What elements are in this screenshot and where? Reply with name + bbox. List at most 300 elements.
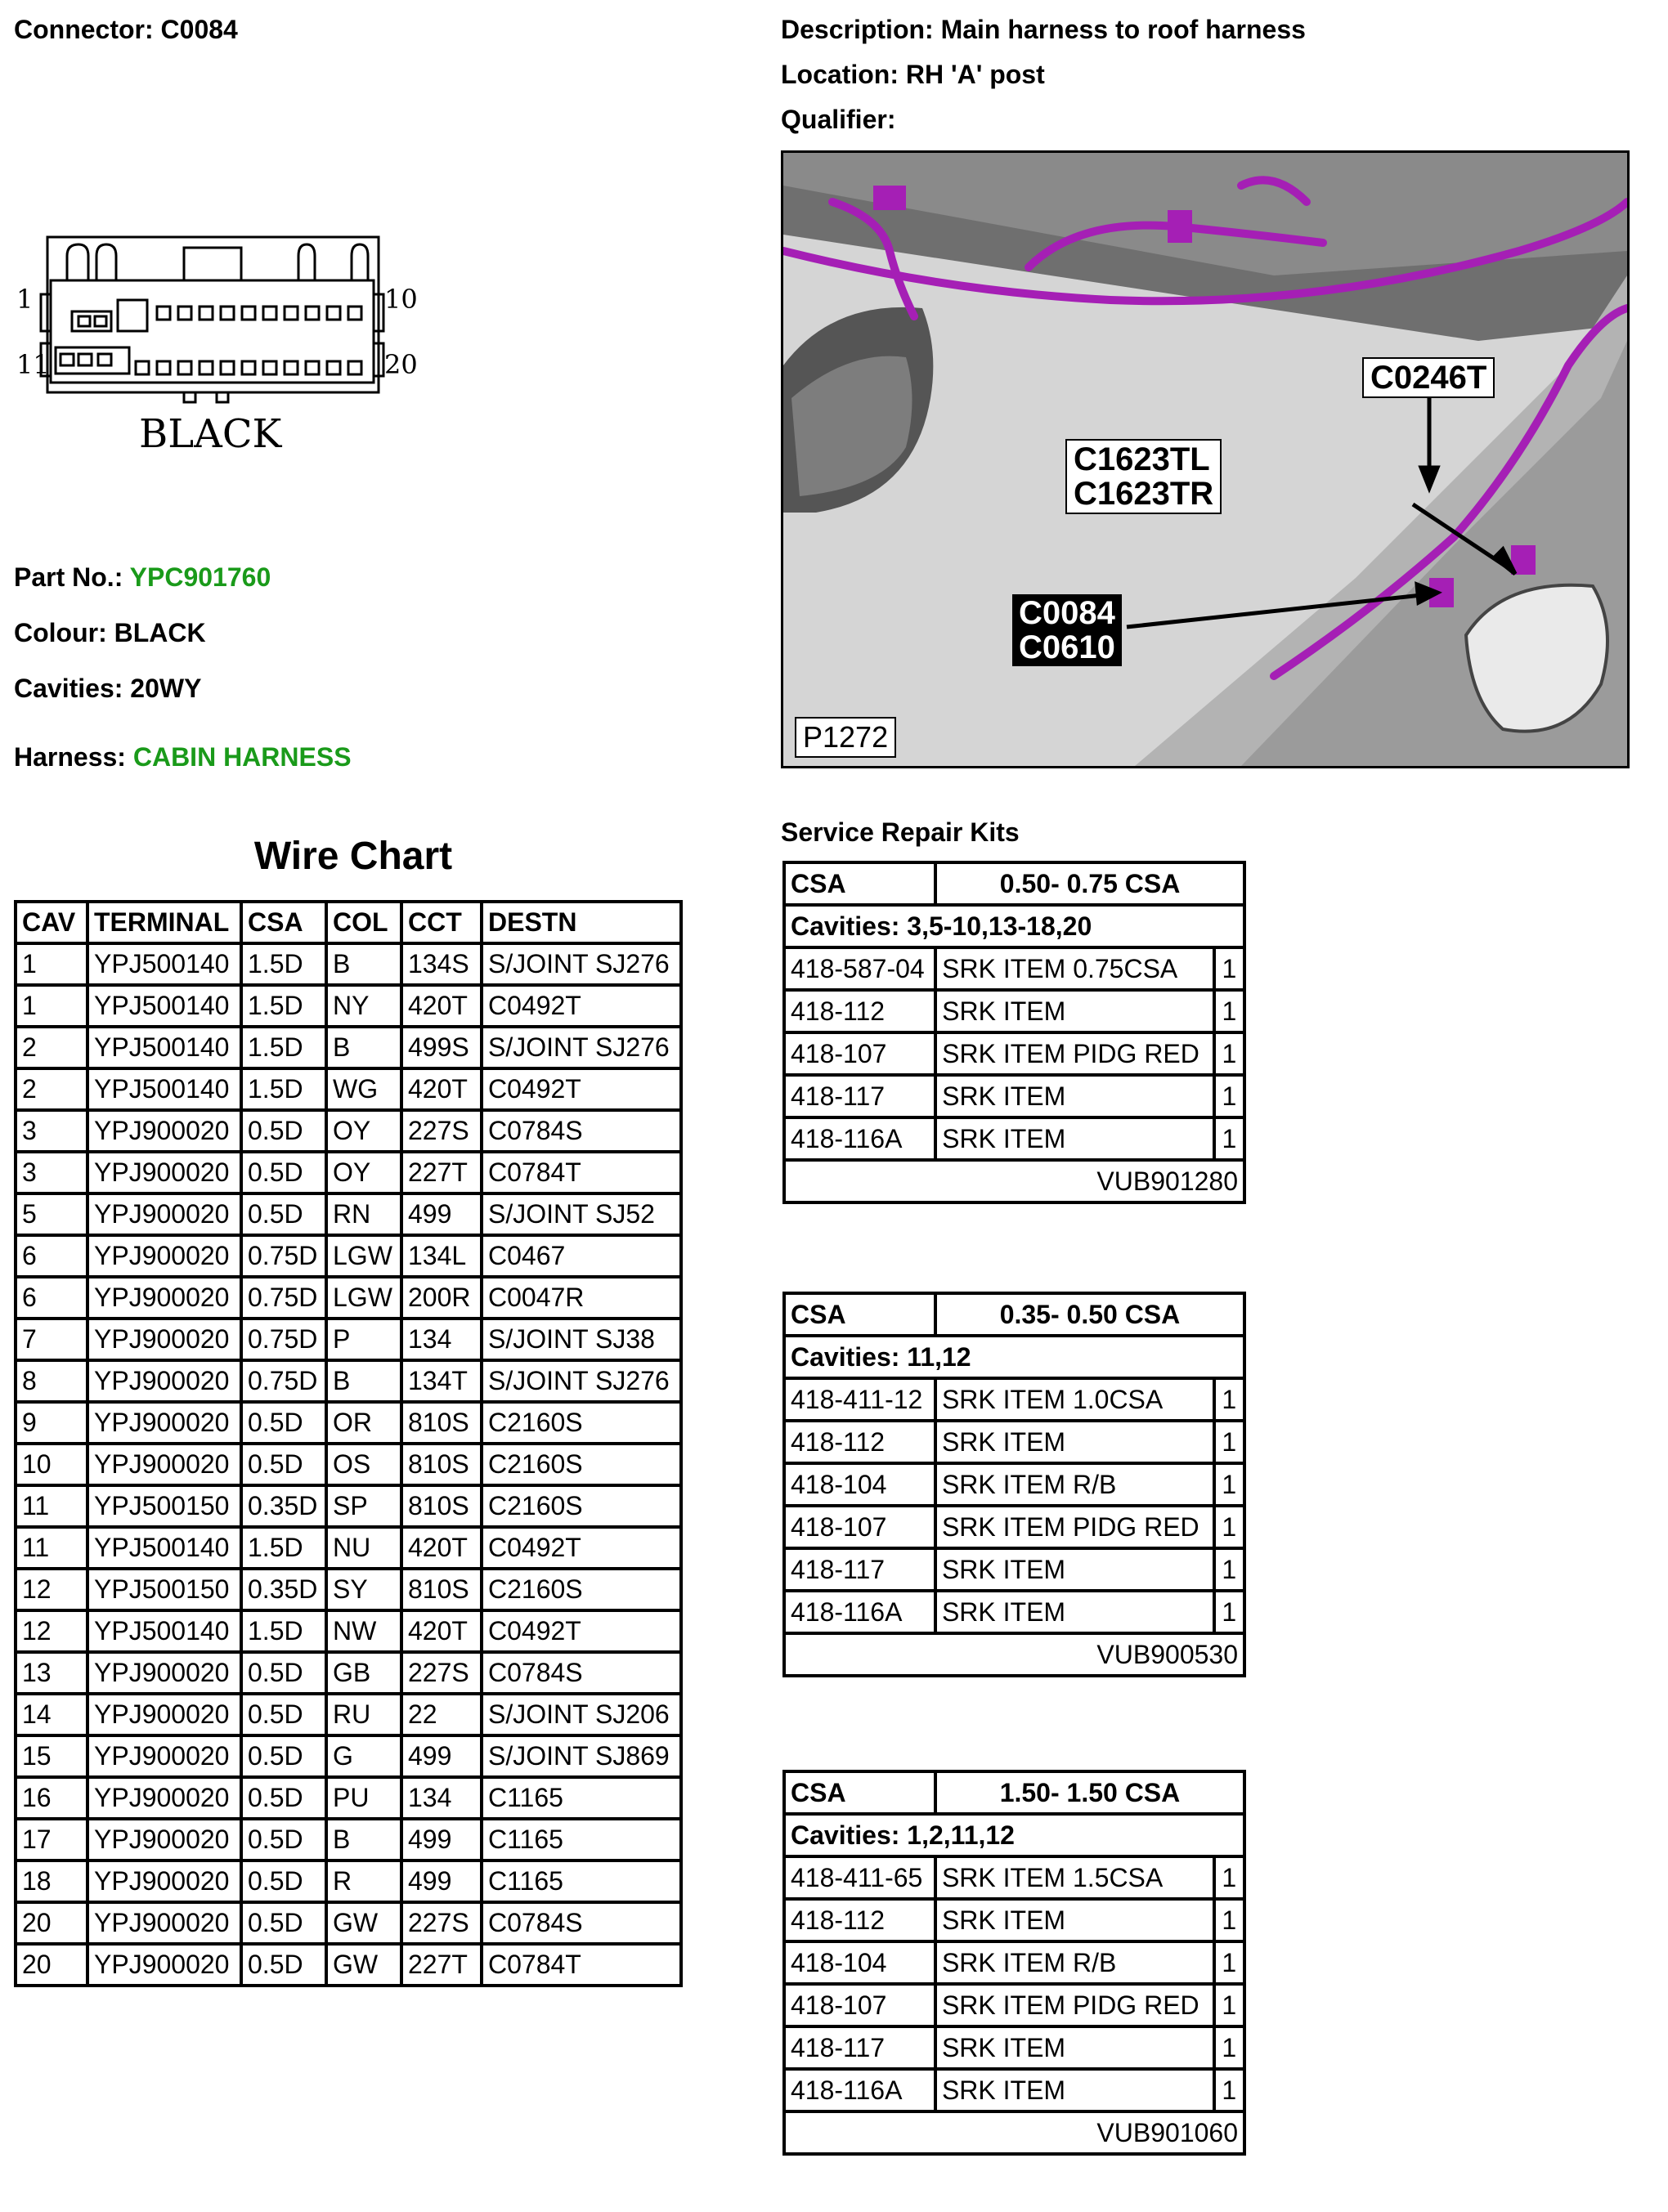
col-cell: SP <box>326 1485 401 1527</box>
kit-part-number: 418-116A <box>784 1591 935 1633</box>
terminal-cell: YPJ900020 <box>87 1444 241 1485</box>
destn-cell: S/JOINT SJ38 <box>482 1319 681 1360</box>
kit-description: SRK ITEM <box>935 2026 1214 2069</box>
csa-cell: 0.5D <box>241 1694 326 1735</box>
table-row <box>16 1444 681 1485</box>
terminal-cell: YPJ900020 <box>87 1110 241 1152</box>
harness-link[interactable]: CABIN HARNESS <box>132 742 352 772</box>
cct-cell: 227T <box>401 1152 482 1193</box>
cav-cell: 11 <box>16 1485 87 1527</box>
kit-part-number: 418-107 <box>784 1032 935 1075</box>
cav-cell: 12 <box>16 1610 87 1652</box>
header-destn: DESTN <box>482 902 681 943</box>
terminal-cell: YPJ500140 <box>87 943 241 985</box>
cav-cell: 10 <box>16 1444 87 1485</box>
col-cell: RU <box>326 1694 401 1735</box>
cav-cell: 5 <box>16 1193 87 1235</box>
cav-cell: 1 <box>16 943 87 985</box>
kit-quantity: 1 <box>1214 947 1244 990</box>
kit-csa-label: CSA <box>784 1293 935 1336</box>
destn-cell: S/JOINT SJ52 <box>482 1193 681 1235</box>
csa-cell: 0.5D <box>241 1652 326 1694</box>
terminal-cell: YPJ500140 <box>87 1027 241 1068</box>
cav-cell: 7 <box>16 1319 87 1360</box>
table-row <box>16 1819 681 1860</box>
kit-csa-row <box>784 862 1244 905</box>
callout-c1623tl: C1623TL <box>1074 441 1210 477</box>
kit-quantity: 1 <box>1214 1117 1244 1160</box>
terminal-cell: YPJ900020 <box>87 1735 241 1777</box>
kit-description: SRK ITEM R/B <box>935 1463 1214 1506</box>
terminal-cell: YPJ900020 <box>87 1235 241 1277</box>
kit-item-row <box>784 1117 1244 1160</box>
destn-cell: C0047R <box>482 1277 681 1319</box>
kit-part-number: 418-112 <box>784 1899 935 1941</box>
kit-item-row <box>784 1591 1244 1633</box>
table-row <box>16 1235 681 1277</box>
kit-item-row <box>784 1941 1244 1984</box>
pin-20-label: 20 <box>384 349 418 380</box>
kit-csa-row <box>784 1293 1244 1336</box>
kit-quantity: 1 <box>1214 2026 1244 2069</box>
connector-face-diagram <box>16 233 442 470</box>
kit-part-number: 418-411-65 <box>784 1856 935 1899</box>
cct-cell: 227S <box>401 1110 482 1152</box>
destn-cell: C0492T <box>482 985 681 1027</box>
kit-number-row <box>784 1633 1244 1676</box>
kit-description: SRK ITEM PIDG RED <box>935 1506 1214 1548</box>
kit-quantity: 1 <box>1214 990 1244 1032</box>
kit-item-row <box>784 1856 1244 1899</box>
kit-item-row <box>784 1506 1244 1548</box>
kit-description: SRK ITEM R/B <box>935 1941 1214 1984</box>
kit-csa-label: CSA <box>784 1771 935 1814</box>
qualifier-label: Qualifier: <box>781 105 896 134</box>
destn-cell: C0784S <box>482 1902 681 1944</box>
kit-csa-range: 1.50- 1.50 CSA <box>935 1771 1244 1814</box>
destn-cell: C1165 <box>482 1819 681 1860</box>
wire-chart-title: Wire Chart <box>253 835 453 878</box>
harness-line <box>14 742 352 772</box>
col-cell: SY <box>326 1569 401 1610</box>
table-row <box>16 1485 681 1527</box>
terminal-cell: YPJ500150 <box>87 1569 241 1610</box>
destn-cell: C0492T <box>482 1068 681 1110</box>
callout-c1623tl-tr <box>1065 439 1222 514</box>
cct-cell: 810S <box>401 1402 482 1444</box>
kit-part-number: 418-112 <box>784 1421 935 1463</box>
col-cell: LGW <box>326 1277 401 1319</box>
cav-cell: 11 <box>16 1527 87 1569</box>
csa-cell: 1.5D <box>241 1027 326 1068</box>
repair-kit-table <box>782 1292 1246 1677</box>
cct-cell: 227S <box>401 1902 482 1944</box>
table-row <box>16 943 681 985</box>
kit-number: VUB901060 <box>784 2111 1244 2154</box>
destn-cell: C2160S <box>482 1402 681 1444</box>
terminal-cell: YPJ900020 <box>87 1902 241 1944</box>
cct-cell: 227S <box>401 1652 482 1694</box>
kit-number-row <box>784 1160 1244 1202</box>
cct-cell: 134S <box>401 943 482 985</box>
destn-cell: C0784T <box>482 1152 681 1193</box>
cct-cell: 134 <box>401 1319 482 1360</box>
destn-cell: C0492T <box>482 1527 681 1569</box>
terminal-cell: YPJ900020 <box>87 1277 241 1319</box>
kit-cavities-row <box>784 905 1244 947</box>
destn-cell: C1165 <box>482 1777 681 1819</box>
callout-c1623tr: C1623TR <box>1074 476 1214 512</box>
col-cell: B <box>326 943 401 985</box>
table-row <box>16 1527 681 1569</box>
kit-item-row <box>784 2026 1244 2069</box>
kit-csa-range: 0.50- 0.75 CSA <box>935 862 1244 905</box>
pin-1-label: 1 <box>16 284 34 315</box>
kit-number-row <box>784 2111 1244 2154</box>
terminal-cell: YPJ900020 <box>87 1944 241 1986</box>
kit-description: SRK ITEM <box>935 990 1214 1032</box>
kit-cavities: Cavities: 1,2,11,12 <box>784 1814 1244 1856</box>
connector-colour-text: BLACK <box>139 411 282 457</box>
kit-cavities-row <box>784 1336 1244 1378</box>
location-photo <box>781 150 1630 768</box>
cav-cell: 13 <box>16 1652 87 1694</box>
col-cell: OY <box>326 1152 401 1193</box>
cav-cell: 16 <box>16 1777 87 1819</box>
cct-cell: 420T <box>401 1068 482 1110</box>
col-cell: G <box>326 1735 401 1777</box>
cav-cell: 3 <box>16 1152 87 1193</box>
kit-part-number: 418-116A <box>784 2069 935 2111</box>
col-cell: RN <box>326 1193 401 1235</box>
kit-quantity: 1 <box>1214 1984 1244 2026</box>
table-row <box>16 1652 681 1694</box>
cct-cell: 22 <box>401 1694 482 1735</box>
kit-quantity: 1 <box>1214 1941 1244 1984</box>
cav-cell: 20 <box>16 1944 87 1986</box>
kit-number: VUB900530 <box>784 1633 1244 1676</box>
destn-cell: S/JOINT SJ206 <box>482 1694 681 1735</box>
kit-part-number: 418-116A <box>784 1117 935 1160</box>
kit-quantity: 1 <box>1214 1378 1244 1421</box>
terminal-cell: YPJ900020 <box>87 1694 241 1735</box>
kit-quantity: 1 <box>1214 1899 1244 1941</box>
kit-quantity: 1 <box>1214 1856 1244 1899</box>
kit-quantity: 1 <box>1214 1548 1244 1591</box>
csa-cell: 0.5D <box>241 1735 326 1777</box>
col-cell: OR <box>326 1402 401 1444</box>
kit-quantity: 1 <box>1214 2069 1244 2111</box>
csa-cell: 0.5D <box>241 1944 326 1986</box>
callout-c0246t: C0246T <box>1362 357 1495 398</box>
kit-part-number: 418-107 <box>784 1984 935 2026</box>
col-cell: GW <box>326 1902 401 1944</box>
terminal-cell: YPJ500140 <box>87 1068 241 1110</box>
wire-chart-table <box>14 900 683 1987</box>
cav-cell: 15 <box>16 1735 87 1777</box>
cavities-value: 20WY <box>130 674 202 703</box>
cct-cell: 810S <box>401 1444 482 1485</box>
col-cell: PU <box>326 1777 401 1819</box>
kit-part-number: 418-117 <box>784 2026 935 2069</box>
callout-c0084-c0610 <box>1012 594 1122 666</box>
csa-cell: 0.5D <box>241 1902 326 1944</box>
csa-cell: 0.35D <box>241 1485 326 1527</box>
description-value: Main harness to roof harness <box>940 15 1306 44</box>
callout-c0084: C0084 <box>1019 595 1115 631</box>
csa-cell: 1.5D <box>241 943 326 985</box>
kit-part-number: 418-117 <box>784 1075 935 1117</box>
kit-part-number: 418-104 <box>784 1463 935 1506</box>
table-row <box>16 1694 681 1735</box>
kit-description: SRK ITEM <box>935 2069 1214 2111</box>
terminal-cell: YPJ500150 <box>87 1485 241 1527</box>
terminal-cell: YPJ900020 <box>87 1319 241 1360</box>
kit-part-number: 418-117 <box>784 1548 935 1591</box>
kit-description: SRK ITEM PIDG RED <box>935 1032 1214 1075</box>
kit-part-number: 418-411-12 <box>784 1378 935 1421</box>
kit-item-row <box>784 1378 1244 1421</box>
kit-quantity: 1 <box>1214 1032 1244 1075</box>
terminal-cell: YPJ500140 <box>87 985 241 1027</box>
table-row <box>16 1027 681 1068</box>
kit-csa-label: CSA <box>784 862 935 905</box>
kit-item-row <box>784 1899 1244 1941</box>
csa-cell: 0.5D <box>241 1193 326 1235</box>
kit-item-row <box>784 1032 1244 1075</box>
destn-cell: C1165 <box>482 1860 681 1902</box>
terminal-cell: YPJ900020 <box>87 1193 241 1235</box>
destn-cell: C2160S <box>482 1485 681 1527</box>
table-row <box>16 1277 681 1319</box>
cav-cell: 6 <box>16 1235 87 1277</box>
cav-cell: 18 <box>16 1860 87 1902</box>
cct-cell: 420T <box>401 985 482 1027</box>
table-row <box>16 1610 681 1652</box>
csa-cell: 0.5D <box>241 1819 326 1860</box>
kit-csa-row <box>784 1771 1244 1814</box>
header-csa: CSA <box>241 902 326 943</box>
destn-cell: S/JOINT SJ276 <box>482 943 681 985</box>
table-row <box>16 1152 681 1193</box>
table-row <box>16 1319 681 1360</box>
col-cell: B <box>326 1819 401 1860</box>
col-cell: GB <box>326 1652 401 1694</box>
destn-cell: C0784S <box>482 1652 681 1694</box>
header-terminal: TERMINAL <box>87 902 241 943</box>
kit-quantity: 1 <box>1214 1075 1244 1117</box>
table-row <box>16 1902 681 1944</box>
cav-cell: 1 <box>16 985 87 1027</box>
kit-csa-range: 0.35- 0.50 CSA <box>935 1293 1244 1336</box>
pin-10-label: 10 <box>384 284 418 315</box>
col-cell: GW <box>326 1944 401 1986</box>
csa-cell: 0.75D <box>241 1319 326 1360</box>
cct-cell: 420T <box>401 1610 482 1652</box>
part-line <box>14 562 271 593</box>
pin-11-label: 11 <box>16 349 50 380</box>
table-row <box>16 1569 681 1610</box>
terminal-cell: YPJ500140 <box>87 1610 241 1652</box>
part-number-link[interactable]: YPC901760 <box>129 562 271 592</box>
cct-cell: 134T <box>401 1360 482 1402</box>
destn-cell: S/JOINT SJ869 <box>482 1735 681 1777</box>
table-row <box>16 1944 681 1986</box>
csa-cell: 1.5D <box>241 985 326 1027</box>
destn-cell: S/JOINT SJ276 <box>482 1027 681 1068</box>
location-label: Location: <box>781 60 899 89</box>
photo-ref: P1272 <box>795 717 896 758</box>
kit-description: SRK ITEM 0.75CSA <box>935 947 1214 990</box>
description-label: Description: <box>781 15 934 44</box>
wire-chart-header-row <box>16 902 681 943</box>
col-cell: B <box>326 1360 401 1402</box>
kit-quantity: 1 <box>1214 1591 1244 1633</box>
cct-cell: 499S <box>401 1027 482 1068</box>
cav-cell: 8 <box>16 1360 87 1402</box>
kit-description: SRK ITEM <box>935 1899 1214 1941</box>
kit-item-row <box>784 1075 1244 1117</box>
kit-item-row <box>784 2069 1244 2111</box>
connector-label: Connector: <box>14 15 154 44</box>
csa-cell: 1.5D <box>241 1610 326 1652</box>
cav-cell: 2 <box>16 1027 87 1068</box>
part-label: Part No.: <box>14 562 123 592</box>
kit-part-number: 418-104 <box>784 1941 935 1984</box>
table-row <box>16 1360 681 1402</box>
terminal-cell: YPJ500140 <box>87 1527 241 1569</box>
cct-cell: 200R <box>401 1277 482 1319</box>
cav-cell: 12 <box>16 1569 87 1610</box>
table-row <box>16 1860 681 1902</box>
kit-part-number: 418-587-04 <box>784 947 935 990</box>
callout-c0610: C0610 <box>1019 629 1115 665</box>
kit-item-row <box>784 1421 1244 1463</box>
csa-cell: 1.5D <box>241 1068 326 1110</box>
cct-cell: 499 <box>401 1819 482 1860</box>
cav-cell: 3 <box>16 1110 87 1152</box>
col-cell: NW <box>326 1610 401 1652</box>
terminal-cell: YPJ900020 <box>87 1819 241 1860</box>
kit-description: SRK ITEM 1.5CSA <box>935 1856 1214 1899</box>
kit-description: SRK ITEM <box>935 1591 1214 1633</box>
table-row <box>16 1193 681 1235</box>
cavities-label: Cavities: <box>14 674 123 703</box>
cav-cell: 6 <box>16 1277 87 1319</box>
table-row <box>16 985 681 1027</box>
col-cell: OS <box>326 1444 401 1485</box>
cavities-line <box>14 674 201 704</box>
cct-cell: 499 <box>401 1860 482 1902</box>
kit-description: SRK ITEM 1.0CSA <box>935 1378 1214 1421</box>
destn-cell: C0784T <box>482 1944 681 1986</box>
kit-number: VUB901280 <box>784 1160 1244 1202</box>
terminal-cell: YPJ900020 <box>87 1652 241 1694</box>
kit-item-row <box>784 947 1244 990</box>
connector-value: C0084 <box>160 15 238 44</box>
destn-cell: C0467 <box>482 1235 681 1277</box>
repair-kit-table <box>782 1770 1246 2156</box>
colour-value: BLACK <box>114 618 206 647</box>
table-row <box>16 1110 681 1152</box>
location-value: RH 'A' post <box>905 60 1045 89</box>
csa-cell: 0.5D <box>241 1777 326 1819</box>
cav-cell: 9 <box>16 1402 87 1444</box>
repair-kit-table <box>782 861 1246 1204</box>
kit-cavities: Cavities: 3,5-10,13-18,20 <box>784 905 1244 947</box>
header-cct: CCT <box>401 902 482 943</box>
csa-cell: 0.5D <box>241 1860 326 1902</box>
kit-quantity: 1 <box>1214 1463 1244 1506</box>
col-cell: B <box>326 1027 401 1068</box>
kit-item-row <box>784 1463 1244 1506</box>
terminal-cell: YPJ900020 <box>87 1777 241 1819</box>
kit-description: SRK ITEM <box>935 1421 1214 1463</box>
cct-cell: 499 <box>401 1735 482 1777</box>
kit-part-number: 418-112 <box>784 990 935 1032</box>
table-row <box>16 1777 681 1819</box>
kit-item-row <box>784 1548 1244 1591</box>
col-cell: LGW <box>326 1235 401 1277</box>
csa-cell: 0.75D <box>241 1360 326 1402</box>
kit-item-row <box>784 990 1244 1032</box>
destn-cell: C2160S <box>482 1569 681 1610</box>
col-cell: NY <box>326 985 401 1027</box>
kit-part-number: 418-107 <box>784 1506 935 1548</box>
cct-cell: 499 <box>401 1193 482 1235</box>
csa-cell: 1.5D <box>241 1527 326 1569</box>
cct-cell: 810S <box>401 1569 482 1610</box>
repair-kits-title: Service Repair Kits <box>781 817 1020 847</box>
kit-cavities-row <box>784 1814 1244 1856</box>
csa-cell: 0.5D <box>241 1402 326 1444</box>
description-line <box>781 15 1306 45</box>
csa-cell: 0.5D <box>241 1152 326 1193</box>
colour-label: Colour: <box>14 618 107 647</box>
kit-description: SRK ITEM <box>935 1117 1214 1160</box>
cct-cell: 134 <box>401 1777 482 1819</box>
kit-quantity: 1 <box>1214 1421 1244 1463</box>
colour-line <box>14 618 206 648</box>
terminal-cell: YPJ900020 <box>87 1402 241 1444</box>
location-line <box>781 60 1045 90</box>
cct-cell: 227T <box>401 1944 482 1986</box>
cct-cell: 134L <box>401 1235 482 1277</box>
table-row <box>16 1402 681 1444</box>
destn-cell: C0492T <box>482 1610 681 1652</box>
kit-description: SRK ITEM <box>935 1075 1214 1117</box>
destn-cell: C0784S <box>482 1110 681 1152</box>
destn-cell: S/JOINT SJ276 <box>482 1360 681 1402</box>
cav-cell: 17 <box>16 1819 87 1860</box>
csa-cell: 0.75D <box>241 1235 326 1277</box>
terminal-cell: YPJ900020 <box>87 1360 241 1402</box>
destn-cell: C2160S <box>482 1444 681 1485</box>
harness-label: Harness: <box>14 742 126 772</box>
col-cell: P <box>326 1319 401 1360</box>
col-cell: NU <box>326 1527 401 1569</box>
header-cav: CAV <box>16 902 87 943</box>
kit-description: SRK ITEM PIDG RED <box>935 1984 1214 2026</box>
header-col: COL <box>326 902 401 943</box>
kit-description: SRK ITEM <box>935 1548 1214 1591</box>
kit-cavities: Cavities: 11,12 <box>784 1336 1244 1378</box>
table-row <box>16 1068 681 1110</box>
cav-cell: 2 <box>16 1068 87 1110</box>
csa-cell: 0.75D <box>241 1277 326 1319</box>
cct-cell: 420T <box>401 1527 482 1569</box>
terminal-cell: YPJ900020 <box>87 1152 241 1193</box>
